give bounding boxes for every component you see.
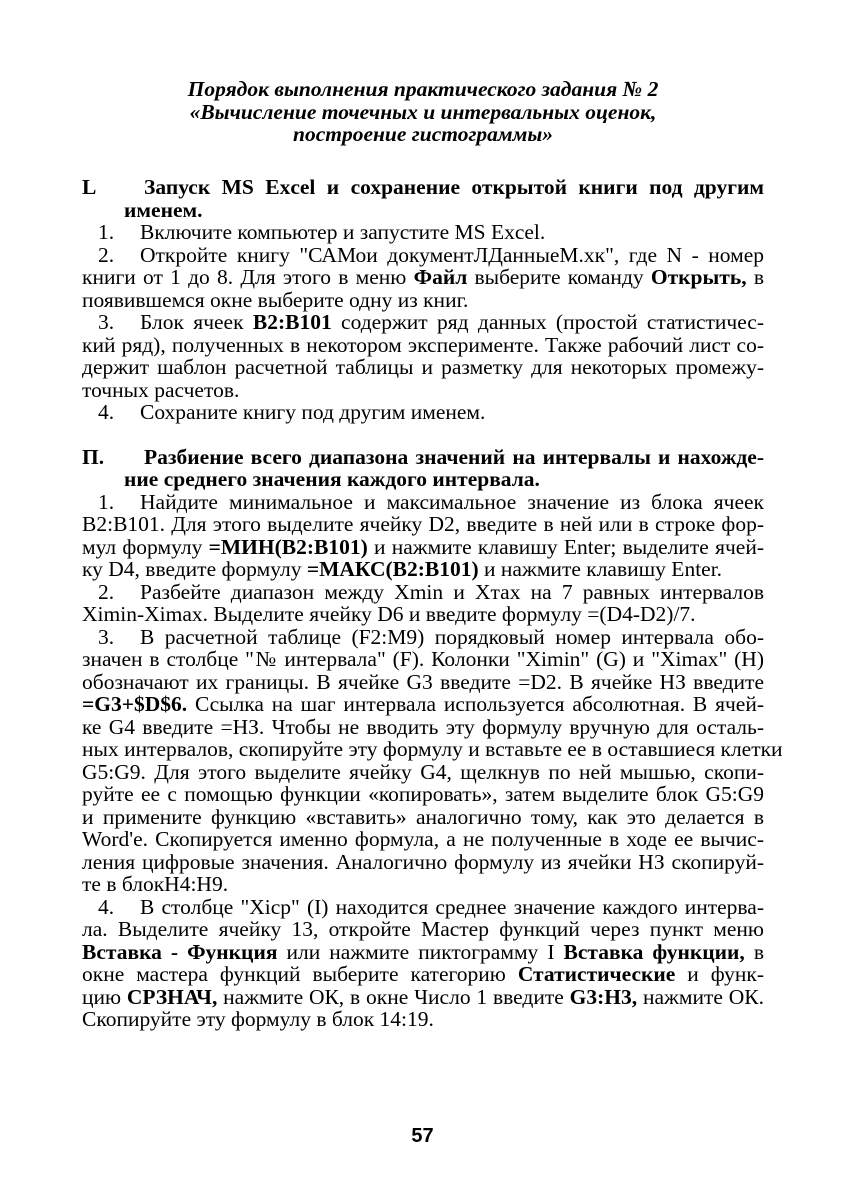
s2-item-3: 3. В расчетной таблице (F2:M9) порядковый номер интервала обо- [98, 624, 764, 649]
s1-item-3-line-4: точных расчетов. [82, 377, 240, 402]
section-1-heading-cont [82, 199, 764, 222]
s2-item-1-line-4: ку D4, введите формулу =МАКС(B2:B101) и нажмите клавишу Enter. [82, 557, 723, 581]
s2-item-3-line-7: G5:G9. Для этого выделите ячейку G4, щелкнув по ней мышью, скопи- [82, 759, 764, 784]
title-line-3: построение гистограммы» [292, 122, 553, 146]
section-1-heading [82, 176, 764, 199]
s1-item-2 [82, 244, 764, 267]
section-2-heading [82, 446, 764, 469]
section-2-heading-cont [82, 468, 764, 491]
document-body [82, 175, 783, 1031]
s2-item-1: 1. Найдите минимальное и максимальное значение из блока ячеек [98, 489, 764, 514]
section-1-heading-line-1: Запуск MS Excel и сохранение открытой книги под другим [144, 175, 764, 199]
s2-item-1-line-3: мул формулу =МИН(B2:B101) и нажмите клавишу Enter; выделите ячей- [82, 534, 764, 559]
s2-item-4-line-4: окне мастера функций выберите категорию Статистические и функ- [82, 962, 764, 986]
s2-item-1-line-2: B2:B101. Для этого выделите ячейку D2, введите в ней или в строке фор- [82, 512, 764, 536]
s2-item-1-number: 1. [98, 489, 115, 514]
title-line-1: Порядок выполнения практического задания № 2 [187, 77, 659, 101]
s2-item-3-number: 3. [98, 624, 115, 649]
s1-item-3-line-2: кий ряд), полученных в некотором эксперименте. Также рабочий лист со- [82, 332, 764, 357]
s2-item-4-line-3: Вставка - Функция или нажмите пиктограмму I Вставка функции, в [82, 939, 764, 964]
s1-item-4 [82, 401, 764, 424]
s2-item-3-line-8: руйте ее с помощью функции «копировать», затем выделите блок G5:G9 [82, 782, 764, 806]
s2-item-4-line-2: ла. Выделите ячейку 13, откройте Мастер функций через пункт меню [82, 917, 764, 941]
s1-item-2-line-1: Откройте книгу "САМои документЛДанныеМ.хк", где N - номер [140, 242, 764, 267]
s2-item-3-line-11: ления цифровые значения. Аналогично формулу из ячейки НЗ скопируй- [82, 849, 764, 874]
title-line-2: «Вычисление точечных и интервальных оценок, [189, 99, 657, 124]
s1-item-1-number: 1. [98, 220, 115, 244]
s1-item-3-line-3: держит шаблон расчетной таблицы и разметку для некоторых промежу- [82, 355, 764, 379]
s1-item-4-text: Сохраните книгу под другим именем. [140, 400, 486, 424]
s2-item-3-line-9: и примените функцию «вставить» аналогично тому, как это делается в [82, 804, 764, 829]
s1-item-2-line-2: книги от 1 до 8. Для этого в меню Файл выберите команду Открыть, в [82, 265, 764, 289]
s2-item-2-number: 2. [98, 579, 115, 604]
section-spacer [82, 424, 764, 446]
s2-item-2-line-2: Ximin-Ximax. Выделите ячейку D6 и введите формулу =(D4-D2)/7. [82, 602, 696, 626]
s2-item-3-line-6: ных интервалов, скопируйте эту формулу и вставьте ее в оставшиеся клетки [82, 737, 783, 761]
s2-item-3-line-5: ке G4 введите =НЗ. Чтобы не вводить эту формулу вручную для осталь- [82, 714, 764, 739]
s2-item-4-number: 4. [98, 894, 115, 919]
page-number: 57 [411, 1125, 434, 1147]
s2-item-3-line-3: обозначают их границы. В ячейке G3 введите =D2. В ячейке НЗ введите [82, 669, 764, 694]
s2-item-4-line-5: цию СРЗНАЧ, нажмите ОК, в окне Число 1 введите G3:H3, нажмите ОК. [82, 984, 764, 1009]
section-2-heading-line-1: Разбиение всего диапазона значений на интервалы и нахожде- [144, 444, 764, 469]
s1-item-1-text: Включите компьютер и запустите MS Excel. [140, 220, 546, 244]
s2-item-4: 4. В столбце "Xicp" (I) находится среднее значение каждого интерва- [98, 894, 764, 919]
s1-item-2-line-3: появившемся окне выберите одну из книг. [82, 287, 469, 312]
document-title [82, 78, 764, 146]
s2-item-3-line-2: значен в столбце "№ интервала" (F). Колонки "Ximin" (G) и "Ximax" (H) [82, 647, 764, 671]
s1-item-3: 3. Блок ячеек B2:B101 содержит ряд данных (простой статистичес- [98, 310, 764, 334]
s2-item-3-line-12: те в блокН4:Н9. [82, 872, 229, 896]
section-1-heading-line-2: именем. [124, 197, 203, 222]
s1-item-4-number: 4. [98, 400, 115, 424]
section-1-number: L [82, 175, 97, 199]
s2-item-3-line-10: Word'e. Скопируется именно формула, а не полученные в ходе ее вычис- [82, 827, 764, 851]
s2-item-2: 2. Разбейте диапазон между Xmin и Xтах на 7 равных интервалов [98, 579, 764, 604]
section-2-number: П. [82, 444, 105, 469]
s1-item-2-number: 2. [98, 242, 115, 267]
s2-item-4-line-6: Скопируйте эту формулу в блок 14:19. [82, 1007, 434, 1031]
s1-item-1 [82, 221, 764, 244]
s2-item-3-line-4: =G3+$D$6. Ссылка на шаг интервала используется абсолютная. В ячей- [82, 692, 764, 716]
s1-item-3-number: 3. [98, 310, 115, 334]
section-2-heading-line-2: ние среднего значения каждого интервала. [124, 467, 540, 491]
